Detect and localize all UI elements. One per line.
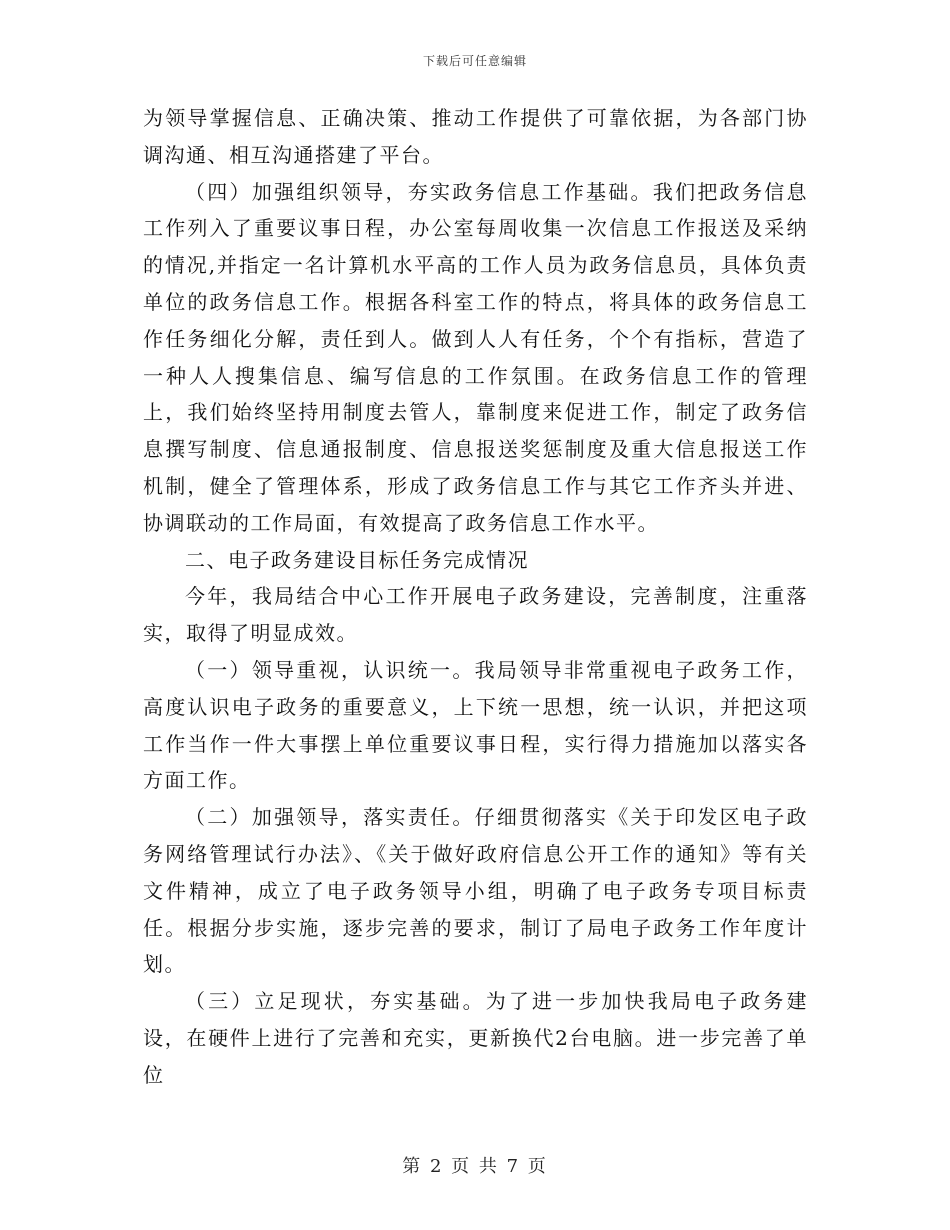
document-body — [143, 100, 808, 1094]
paragraph-3: 今年，我局结合中心工作开展电子政务建设，完善制度，注重落实，取得了明显成效。 — [143, 584, 808, 646]
paragraph-1: 为领导掌握信息、正确决策、推动工作提供了可靠依据，为各部门协调沟通、相互沟通搭建了平台。 — [143, 106, 808, 167]
page-header: 下载后可任意编辑 — [422, 54, 527, 68]
section-heading: 二、电子政务建设目标任务完成情况 — [185, 547, 529, 572]
paragraph-6: （三）立足现状，夯实基础。为了进一步加快我局电子政务建设，在硬件上进行了完善和充实，更新换代2台电脑。进一步完善了单位 — [143, 989, 808, 1087]
page-number-footer: 第 2 页 共 7 页 — [402, 1156, 548, 1177]
paragraph-4: （一）领导重视，认识统一。我局领导非常重视电子政务工作，高度认识电子政务的重要意义，上下统一思想，统一认识，并把这项工作当作一件大事摆上单位重要议事日程，实行得力措施加以落实各方面工作。 — [143, 657, 808, 793]
paragraph-5: （二）加强领导，落实责任。仔细贯彻落实《关于印发区电子政务网络管理试行办法》、《关于做好政府信息公开工作的通知》等有关文件精神，成立了电子政务领导小组，明确了电子政务专项目标责任。根据分步实施，逐步完善的要求，制订了局电子政务工作年度计划。 — [143, 805, 808, 977]
paragraph-2: （四）加强组织领导，夯实政务信息工作基础。我们把政务信息工作列入了重要议事日程，办公室每周收集一次信息工作报送及采纳的情况,并指定一名计算机水平高的工作人员为政务信息员，具体负责单位的政务信息工作。根据各科室工作的特点，将具体的政务信息工作任务细化分解，责任到人。做到人人有任务，个个有指标，营造了一种人人搜集信息、编写信息的工作氛围。在政务信息工作的管理上，我们始终坚持用制度去管人，靠制度来促进工作，制定了政务信息撰写制度、信息通报制度、信息报送奖惩制度及重大信息报送工作机制，健全了管理体系，形成了政务信息工作与其它工作齐头并进、协调联动的工作局面，有效提高了政务信息工作水平。 — [143, 179, 808, 535]
